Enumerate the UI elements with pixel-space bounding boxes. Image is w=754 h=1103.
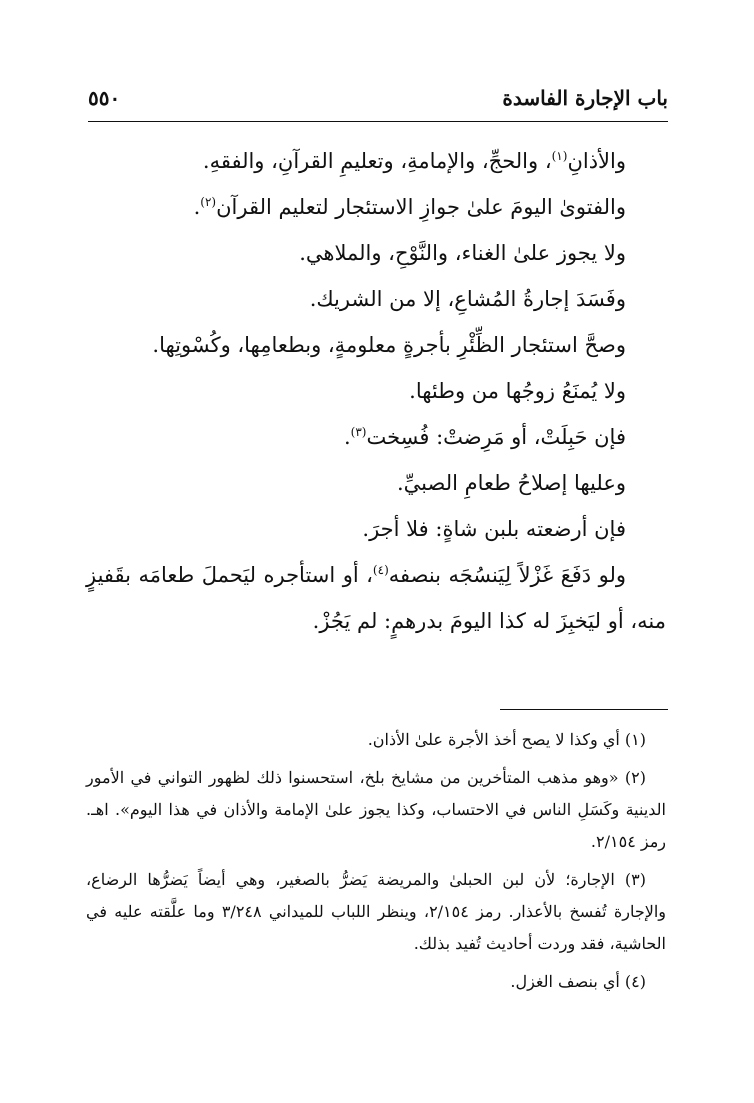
- text-paragraph: والفتوىٰ اليومَ علىٰ جوازِ الاستئجار لتعليم القرآن$^{(٢)}$.: [193, 195, 626, 219]
- text-paragraph: فإن أرضعته بلبن شاةٍ: فلا أجرَ.: [362, 517, 626, 541]
- footnote-marker: (٢): [200, 195, 217, 209]
- footnote: (١) أي وكذا لا يصح أخذ الأجرة علىٰ الأذان.: [367, 730, 646, 749]
- footnotes: [86, 724, 666, 1004]
- page-number: ٥٥٠: [88, 86, 121, 110]
- text-paragraph: وعليها إصلاحُ طعامِ الصبيِّ.: [396, 471, 626, 495]
- chapter-title: باب الإجارة الفاسدة: [502, 86, 668, 110]
- footnote: (٤) أي بنصف الغزل.: [510, 972, 646, 991]
- text-paragraph: وصحَّ استئجار الظِّئْرِ بأجرةٍ معلومةٍ، وبطعامِها، وكُسْوتِها.: [152, 333, 626, 357]
- text-paragraph: فإن حَبِلَتْ، أو مَرِضتْ: فُسِخت$^{(٣)}$.: [343, 425, 626, 449]
- text-paragraph: وفَسَدَ إجارةُ المُشاعِ، إلا من الشريك.: [309, 287, 626, 311]
- footnote-separator: [500, 709, 668, 710]
- running-header: [88, 84, 668, 118]
- text-paragraph: ولا يجوز علىٰ الغناء، والنَّوْحِ، والملاهي.: [299, 241, 626, 265]
- footnote-marker: (١): [551, 149, 568, 163]
- header-rule: [88, 121, 668, 122]
- text-paragraph: ولا يُمنَعُ زوجُها من وطئها.: [409, 379, 626, 403]
- text-paragraph: والأذانِ$^{(١)}$، والحجِّ، والإمامةِ، وتعليمِ القرآنِ، والفقهِ.: [202, 149, 626, 173]
- footnote-marker: (٤): [372, 563, 389, 577]
- footnote: (٣) الإجارة؛ لأن لبن الحبلىٰ والمريضة يَضرُّ بالصغير، وهي أيضاً يَضرُّها الرضاع، والإجارة تُفسخ بالأعذار. رمز ٢/١٥٤، وينظر اللباب للميداني ٣/٢٤٨ وما علَّقته عليه في الحاشية، فقد وردت أحاديث تُفيد بذلك.: [86, 870, 667, 953]
- footnote: (٢) «وهو مذهب المتأخرين من مشايخ بلخ، استحسنوا ذلك لظهور التواني في الأمور الدينية وكَسَلِ الناس في الاحتساب، وكذا يجوز علىٰ الإمامة والأذان في هذا اليوم». اهـ. رمز ٢/١٥٤.: [86, 768, 666, 851]
- footnote-marker: (٣): [350, 425, 367, 439]
- main-text: [86, 138, 666, 644]
- text-paragraph: ولو دَفَعَ غَزْلاً لِيَنسُجَه بنصفه$^{(٤)}$، أو استأجره ليَحملَ طعامَه بقَفيزٍ منه، أو ليَخبِزَ له كذا اليومَ بدرهمٍ: لم يَجُزْ.: [86, 563, 666, 633]
